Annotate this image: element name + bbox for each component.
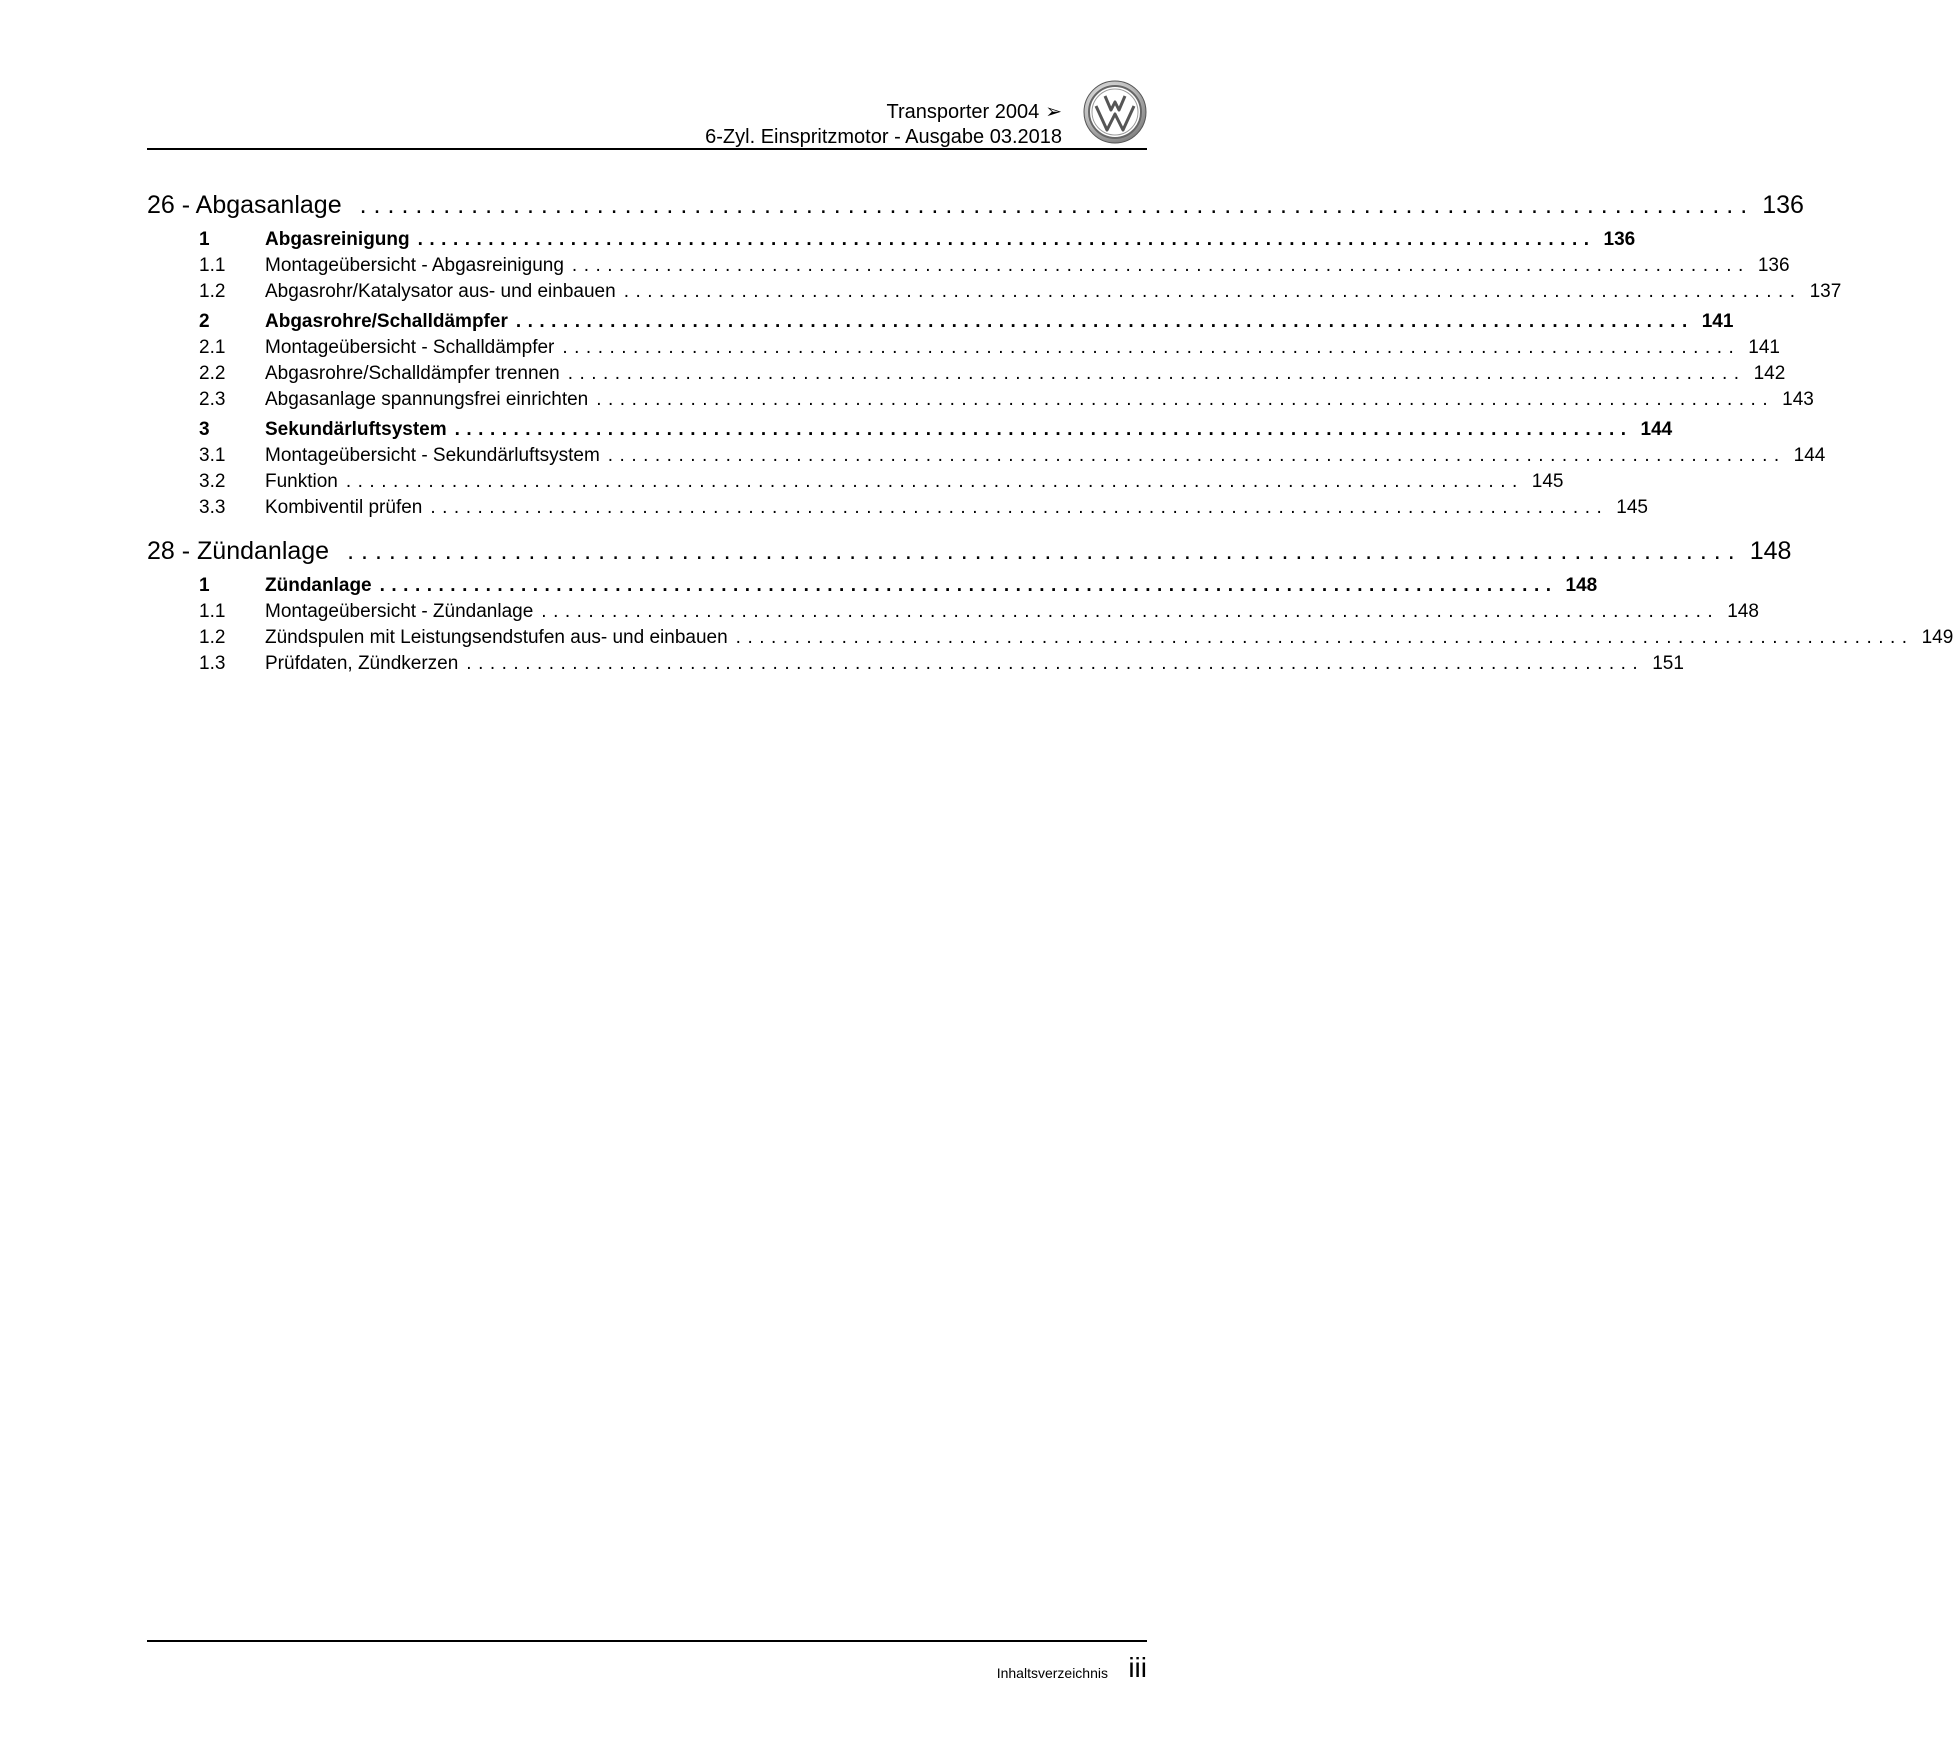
chapter-page: 136 bbox=[1762, 191, 1804, 219]
header-model-text: Transporter 2004 bbox=[886, 101, 1040, 123]
chapter-title: 28 - Zündanlage bbox=[147, 537, 330, 565]
entry-page: 143 bbox=[1782, 389, 1814, 410]
entry-title: Zündspulen mit Leistungsendstufen aus- und einbauen bbox=[265, 627, 728, 648]
entry-number: 2 bbox=[199, 311, 210, 332]
leader-dots: .................................................................................................... bbox=[466, 653, 1645, 674]
toc-entry[interactable] bbox=[147, 599, 1759, 625]
toc-entry[interactable] bbox=[147, 227, 1636, 253]
leader-dots: .................................................................................................... bbox=[417, 229, 1596, 250]
footer-page-number: iii bbox=[1128, 1652, 1147, 1683]
entry-title: Zündanlage bbox=[265, 575, 372, 596]
entry-page: 149 bbox=[1921, 627, 1953, 648]
entry-page: 144 bbox=[1640, 419, 1673, 440]
leader-dots: .................................................................................................... bbox=[735, 627, 1914, 648]
toc-entry[interactable] bbox=[147, 469, 1564, 495]
header-model bbox=[887, 100, 1062, 124]
entry-title: Abgasreinigung bbox=[265, 229, 410, 250]
toc-entry[interactable] bbox=[147, 335, 1780, 361]
toc-entry[interactable] bbox=[147, 443, 1826, 469]
entry-page: 144 bbox=[1793, 445, 1826, 466]
entry-page: 136 bbox=[1757, 255, 1790, 276]
header-divider bbox=[147, 148, 1147, 150]
entry-number: 1 bbox=[199, 229, 210, 250]
entry-page: 145 bbox=[1616, 497, 1648, 518]
leader-dots: .................................................................................................... bbox=[430, 497, 1609, 518]
entry-title: Montageübersicht - Abgasreinigung bbox=[265, 255, 564, 276]
leader-dots: .................................................................................................... bbox=[541, 601, 1720, 622]
entry-page: 136 bbox=[1603, 229, 1636, 250]
entry-title: Abgasanlage spannungsfrei einrichten bbox=[265, 389, 589, 410]
entry-page: 137 bbox=[1809, 281, 1842, 302]
entry-number: 2.2 bbox=[199, 363, 226, 384]
entry-title: Montageübersicht - Zündanlage bbox=[265, 601, 534, 622]
footer-divider bbox=[147, 1640, 1147, 1642]
table-of-contents bbox=[147, 187, 1953, 677]
entry-page: 141 bbox=[1748, 337, 1780, 358]
entry-page: 141 bbox=[1701, 311, 1734, 332]
toc-entry[interactable] bbox=[147, 651, 1684, 677]
leader-dots: .................................................................................................... bbox=[571, 255, 1750, 276]
entry-number: 1 bbox=[199, 575, 210, 596]
entry-page: 145 bbox=[1531, 471, 1564, 492]
entry-title: Funktion bbox=[265, 471, 338, 492]
footer-section-label: Inhaltsverzeichnis bbox=[996, 1665, 1108, 1681]
entry-page: 148 bbox=[1565, 575, 1598, 596]
chapter-title: 26 - Abgasanlage bbox=[147, 191, 342, 219]
leader-dots: .................................................................................................... bbox=[379, 575, 1558, 596]
entry-title: Montageübersicht - Sekundärluftsystem bbox=[265, 445, 600, 466]
entry-number: 1.2 bbox=[199, 627, 226, 648]
toc-entry[interactable] bbox=[147, 573, 1598, 599]
entry-title: Abgasrohr/Katalysator aus- und einbauen bbox=[265, 281, 616, 302]
entry-page: 151 bbox=[1652, 653, 1684, 674]
header-subtitle: 6-Zyl. Einspritzmotor - Ausgabe 03.2018 bbox=[705, 126, 1062, 148]
entry-title: Kombiventil prüfen bbox=[265, 497, 423, 518]
leader-dots: .................................................................................................... bbox=[567, 363, 1746, 384]
entry-number: 1.3 bbox=[199, 653, 226, 674]
entry-title: Abgasrohre/Schalldämpfer bbox=[265, 311, 508, 332]
entry-number: 1.1 bbox=[199, 255, 226, 276]
entry-number: 1.1 bbox=[199, 601, 226, 622]
entry-title: Sekundärluftsystem bbox=[265, 419, 447, 440]
toc-chapter-28[interactable] bbox=[147, 533, 1792, 569]
leader-dots: .................................................................................................... bbox=[623, 281, 1802, 302]
entry-page: 148 bbox=[1727, 601, 1759, 622]
entry-number: 2.3 bbox=[199, 389, 226, 410]
leader-dots: .................................................................................................... bbox=[562, 337, 1741, 358]
entry-title: Abgasrohre/Schalldämpfer trennen bbox=[265, 363, 560, 384]
entry-number: 3.1 bbox=[199, 445, 226, 466]
toc-chapter-26[interactable] bbox=[147, 187, 1804, 223]
toc-entry[interactable] bbox=[147, 387, 1814, 413]
leader-dots: .................................................................................................... bbox=[347, 537, 1742, 565]
entry-number: 3.2 bbox=[199, 471, 226, 492]
leader-dots: .................................................................................................... bbox=[345, 471, 1524, 492]
entry-number: 1.2 bbox=[199, 281, 226, 302]
toc-entry[interactable] bbox=[147, 495, 1648, 521]
toc-entry[interactable] bbox=[147, 309, 1734, 335]
leader-dots: .................................................................................................... bbox=[596, 389, 1775, 410]
entry-page: 142 bbox=[1753, 363, 1786, 384]
entry-number: 2.1 bbox=[199, 337, 226, 358]
vw-logo bbox=[1083, 80, 1147, 144]
chapter-page: 148 bbox=[1749, 537, 1792, 565]
entry-number: 3.3 bbox=[199, 497, 226, 518]
entry-title: Montageübersicht - Schalldämpfer bbox=[265, 337, 555, 358]
leader-dots: .................................................................................................... bbox=[359, 191, 1755, 219]
toc-entry[interactable] bbox=[147, 625, 1953, 651]
leader-dots: .................................................................................................... bbox=[515, 311, 1694, 332]
leader-dots: .................................................................................................... bbox=[454, 419, 1633, 440]
toc-entry[interactable] bbox=[147, 279, 1842, 305]
entry-title: Prüfdaten, Zündkerzen bbox=[265, 653, 459, 674]
toc-entry[interactable] bbox=[147, 253, 1790, 279]
leader-dots: .................................................................................................... bbox=[607, 445, 1786, 466]
entry-number: 3 bbox=[199, 419, 210, 440]
toc-entry[interactable] bbox=[147, 417, 1673, 443]
toc-entry[interactable] bbox=[147, 361, 1786, 387]
arrow-icon: ➢ bbox=[1045, 101, 1062, 123]
